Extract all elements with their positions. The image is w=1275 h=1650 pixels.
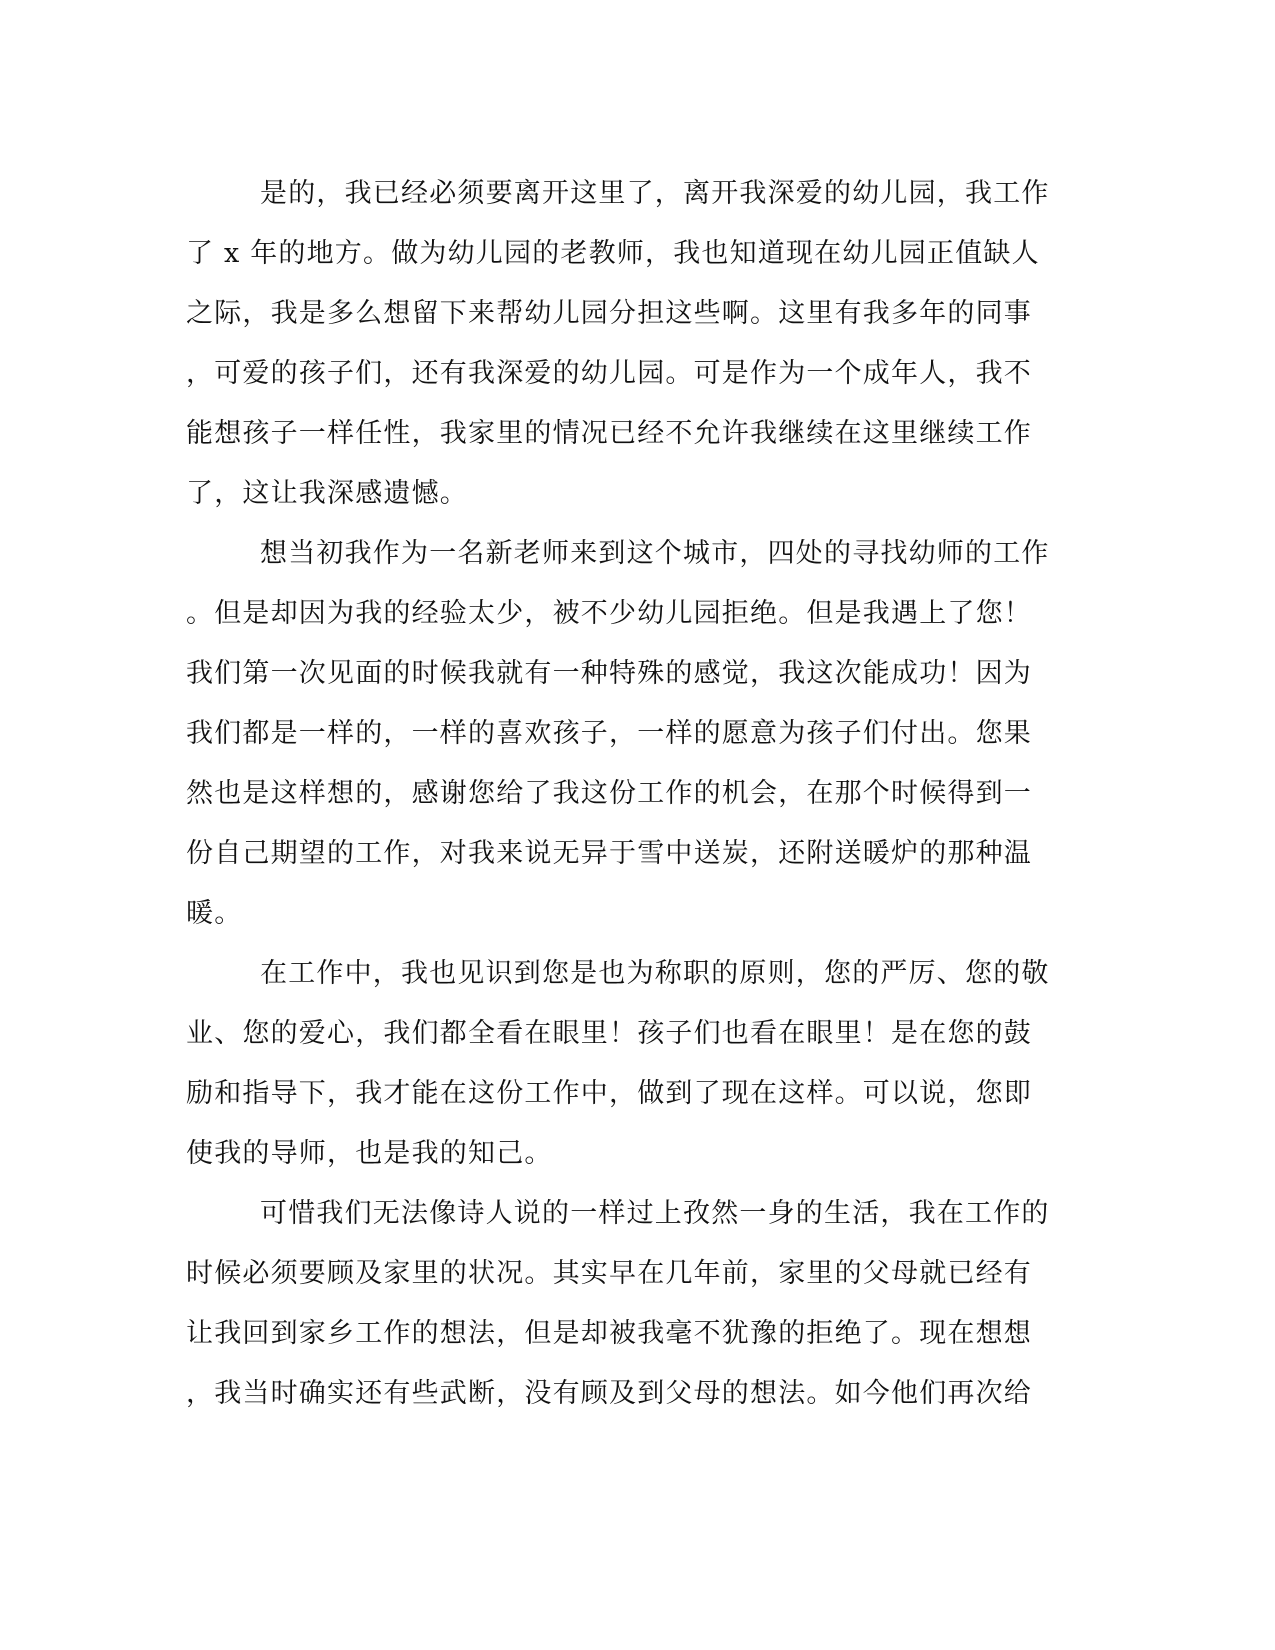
paragraph-4-line-1: 可惜我们无法像诗人说的一样过上孜然一身的生活，我在工作的: [260, 1198, 1050, 1229]
paragraph-4-line-3: 让我回到家乡工作的想法，但是却被我毫不犹豫的拒绝了。现在想想: [186, 1318, 1032, 1349]
paragraph-2-line-3: 我们第一次见面的时候我就有一种特殊的感觉，我这次能成功！因为: [186, 658, 1032, 689]
paragraph-1-line-5: 能想孩子一样任性，我家里的情况已经不允许我继续在这里继续工作: [186, 418, 1032, 449]
paragraph-4-line-2: 时候必须要顾及家里的状况。其实早在几年前，家里的父母就已经有: [186, 1258, 1032, 1289]
paragraph-2-line-4: 我们都是一样的，一样的喜欢孩子，一样的愿意为孩子们付出。您果: [186, 718, 1032, 749]
paragraph-2-line-6: 份自己期望的工作，对我来说无异于雪中送炭，还附送暖炉的那种温: [186, 838, 1032, 869]
body-text: [186, 164, 1066, 1424]
paragraph-1-line-3: 之际，我是多么想留下来帮幼儿园分担这些啊。这里有我多年的同事: [186, 298, 1032, 329]
paragraph-3-line-1: 在工作中，我也见识到您是也为称职的原则，您的严厉、您的敬: [260, 958, 1050, 989]
paragraph-1-line-6: 了，这让我深感遗憾。: [186, 478, 468, 509]
paragraph-1-line-1: 是的，我已经必须要离开这里了，离开我深爱的幼儿园，我工作: [260, 178, 1050, 209]
paragraph-1-line-2: 了 x 年的地方。做为幼儿园的老教师，我也知道现在幼儿园正值缺人: [186, 238, 1040, 269]
paragraph-2-line-1: 想当初我作为一名新老师来到这个城市，四处的寻找幼师的工作: [260, 538, 1050, 569]
paragraph-2-line-2: 。但是却因为我的经验太少，被不少幼儿园拒绝。但是我遇上了您！: [186, 598, 1032, 629]
paragraph-2-line-7: 暖。: [186, 898, 243, 929]
paragraph-3-line-2: 业、您的爱心，我们都全看在眼里！孩子们也看在眼里！是在您的鼓: [186, 1018, 1032, 1049]
paragraph-2-line-5: 然也是这样想的，感谢您给了我这份工作的机会，在那个时候得到一: [186, 778, 1032, 809]
paragraph-1-line-4: ，可爱的孩子们，还有我深爱的幼儿园。可是作为一个成年人，我不: [186, 358, 1032, 389]
paragraph-3-line-3: 励和指导下，我才能在这份工作中，做到了现在这样。可以说，您即: [186, 1078, 1032, 1109]
paragraph-3-line-4: 使我的导师，也是我的知己。: [186, 1138, 553, 1169]
paragraph-4-line-4: ，我当时确实还有些武断，没有顾及到父母的想法。如今他们再次给: [186, 1378, 1032, 1409]
